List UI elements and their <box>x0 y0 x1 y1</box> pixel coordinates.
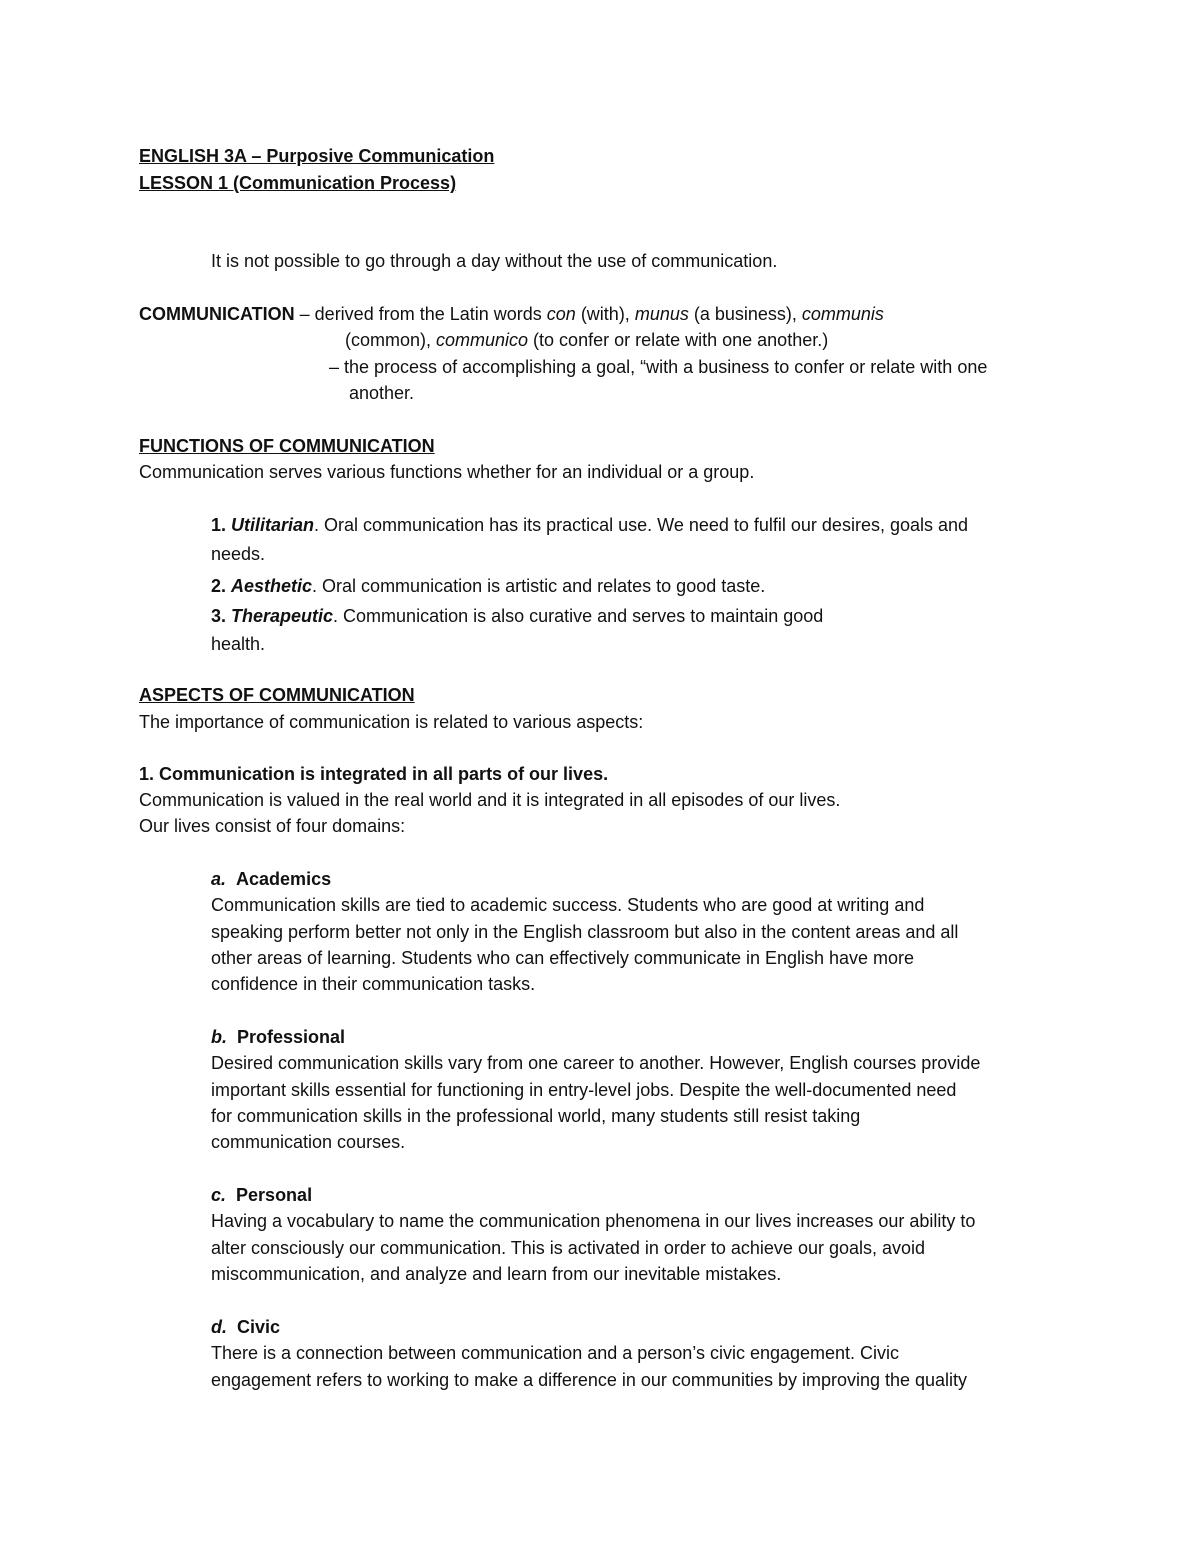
functions-heading: FUNCTIONS OF COMMUNICATION <box>139 436 435 456</box>
aspects-heading: ASPECTS OF COMMUNICATION <box>139 685 415 705</box>
lesson-title: LESSON 1 (Communication Process) <box>139 173 457 193</box>
definition-line-3: – the process of accomplishing a goal, “with a business to confer or relate with one <box>329 357 988 377</box>
functions-intro: Communication serves various functions whether for an individual or a group. <box>139 462 755 482</box>
domain-text-line: communication courses. <box>211 1132 406 1152</box>
function-term: Aesthetic <box>231 576 313 596</box>
definition-term: COMMUNICATION <box>139 304 295 324</box>
intro-paragraph: It is not possible to go through a day without the use of communication. <box>211 251 778 271</box>
domain-heading-professional: b. Professional <box>211 1027 346 1047</box>
domain-heading-personal: c. Personal <box>211 1185 313 1205</box>
aspect-point-line: Our lives consist of four domains: <box>139 816 406 836</box>
latin-word: munus <box>634 304 689 324</box>
domain-text-line: There is a connection between communication and a person’s civic engagement. Civic <box>211 1343 900 1363</box>
function-item-therapeutic-cont: health. <box>211 634 266 654</box>
aspect-point-title: 1. Communication is integrated in all parts of our lives. <box>139 764 609 784</box>
domain-text-line: engagement refers to working to make a difference in our communities by improving the quality <box>211 1370 968 1390</box>
definition-line-2: (common), communico (to confer or relate with one another.) <box>345 330 829 350</box>
course-title: ENGLISH 3A – Purposive Communication <box>139 146 495 166</box>
latin-word: communico <box>436 330 529 350</box>
domain-text-line: important skills essential for functioning in entry-level jobs. Despite the well-documented need <box>211 1080 957 1100</box>
function-term: Therapeutic <box>231 606 334 626</box>
aspects-intro: The importance of communication is related to various aspects: <box>139 712 644 732</box>
domain-text-line: miscommunication, and analyze and learn from our inevitable mistakes. <box>211 1264 782 1284</box>
domain-text-line: Having a vocabulary to name the communication phenomena in our lives increases our ability to <box>211 1211 976 1231</box>
definition-line-1: COMMUNICATION – derived from the Latin words con (with), munus (a business), communis <box>139 304 884 324</box>
function-item-utilitarian-cont: needs. <box>211 544 266 564</box>
domain-heading-civic: d. Civic <box>211 1317 281 1337</box>
aspect-point-line: Communication is valued in the real world and it is integrated in all episodes of our lives. <box>139 790 841 810</box>
domain-text-line: Desired communication skills vary from one career to another. However, English courses provide <box>211 1053 981 1073</box>
function-term: Utilitarian <box>231 515 315 535</box>
domain-text-line: for communication skills in the professional world, many students still resist taking <box>211 1106 861 1126</box>
function-item-utilitarian: 1. Utilitarian. Oral communication has its practical use. We need to fulfil our desires, goals and <box>211 515 969 535</box>
function-item-therapeutic: 3. Therapeutic. Communication is also curative and serves to maintain good <box>211 606 824 626</box>
domain-text-line: alter consciously our communication. This is activated in order to achieve our goals, avoid <box>211 1238 926 1258</box>
definition-line-4: another. <box>349 383 415 403</box>
latin-word: communis <box>801 304 884 324</box>
domain-text-line: Communication skills are tied to academic success. Students who are good at writing and <box>211 895 925 915</box>
latin-word: con <box>546 304 576 324</box>
function-item-aesthetic: 2. Aesthetic. Oral communication is artistic and relates to good taste. <box>211 576 766 596</box>
domain-text-line: other areas of learning. Students who can effectively communicate in English have more <box>211 948 915 968</box>
domain-text-line: speaking perform better not only in the English classroom but also in the content areas and all <box>211 922 959 942</box>
domain-text-line: confidence in their communication tasks. <box>211 974 536 994</box>
domain-heading-academics: a. Academics <box>211 869 332 889</box>
